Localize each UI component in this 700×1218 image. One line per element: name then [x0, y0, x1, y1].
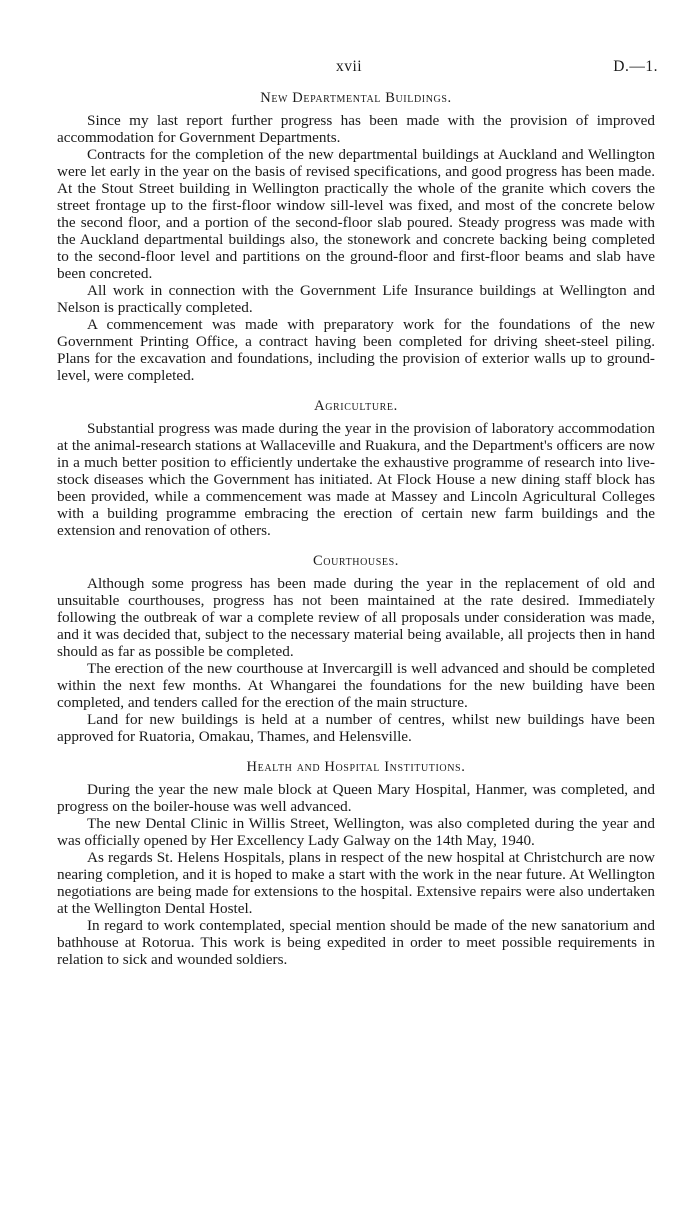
page-body — [57, 88, 655, 968]
section-new-departmental-buildings — [57, 88, 655, 384]
document-reference: D.—1. — [613, 58, 658, 75]
section-heading: Courthouses. — [312, 553, 399, 569]
paragraph: Land for new buildings is held at a number of centres, whilst new buildings have been approved for Ruatoria, Omakau, Thames, and Helensville. — [57, 711, 655, 745]
section-health-and-hospital-institutions — [57, 757, 655, 968]
paragraph: Substantial progress was made during the year in the provision of laboratory accommodation at the animal-research stations at Wallaceville and Ruakura, and the Department's officers are now in a much better position to efficiently undertake the exhaustive programme of research into live-stock diseases which the Government has initiated. At Flock House a new dining staff block has been provided, while a commencement was made at Massey and Lincoln Agricultural Colleges with a building programme embracing the erection of certain new farm buildings and the extension and renovation of others. — [57, 420, 655, 539]
paragraph: In regard to work contemplated, special mention should be made of the new sanatorium and bathhouse at Rotorua. This work is being expedited in order to meet possible requirements in relation to sick and wounded soldiers. — [57, 917, 655, 968]
section-heading: Health and Hospital Institutions. — [246, 759, 466, 775]
paragraph: The erection of the new courthouse at Invercargill is well advanced and should be completed within the next few months. At Whangarei the foundations for the new building have been completed, and tenders called for the erection of the main structure. — [57, 660, 655, 711]
paragraph: The new Dental Clinic in Willis Street, Wellington, was also completed during the year and was officially opened by Her Excellency Lady Galway on the 14th May, 1940. — [57, 815, 655, 849]
section-courthouses — [57, 551, 655, 745]
paragraph: All work in connection with the Government Life Insurance buildings at Wellington and Nelson is practically completed. — [57, 282, 655, 316]
section-heading: Agriculture. — [314, 398, 398, 414]
paragraph: Contracts for the completion of the new departmental buildings at Auckland and Wellington were let early in the year on the basis of revised specifications, and good progress has been made. At the Stout Street building in Wellington practically the whole of the granite which covers the street frontage up to the first-floor window sill-level was fixed, and most of the concrete below the second floor, and a portion of the second-floor slab poured. Steady progress was made with the Auckland departmental buildings also, the stonework and concrete backing being completed to the second-floor level and partitions on the ground-floor and first-floor beams and slab have been concreted. — [57, 146, 655, 282]
paragraph: Although some progress has been made during the year in the replacement of old and unsuitable courthouses, progress has not been maintained at the rate desired. Immediately following the outbreak of war a complete review of all proposals under consideration was made, and it was decided that, subject to the necessary material being available, all projects then in hand should as far as possible be completed. — [57, 575, 655, 660]
section-heading: New Departmental Buildings. — [260, 90, 452, 106]
paragraph: Since my last report further progress has been made with the provision of improved accommodation for Government Departments. — [57, 112, 655, 146]
paragraph: As regards St. Helens Hospitals, plans in respect of the new hospital at Christchurch are now nearing completion, and it is hoped to make a start with the work in the near future. At Wellington negotiations are being made for extensions to the hospital. Extensive repairs were also undertaken at the Wellington Dental Hostel. — [57, 849, 655, 917]
page-number: xvii — [336, 58, 363, 75]
paragraph: A commencement was made with preparatory work for the foundations of the new Government Printing Office, a contract having been completed for driving sheet-steel piling. Plans for the excavation and foundations, including the provision of exterior walls up to ground-level, were completed. — [57, 316, 655, 384]
paragraph: During the year the new male block at Queen Mary Hospital, Hanmer, was completed, and progress on the boiler-house was well advanced. — [57, 781, 655, 815]
page-header — [0, 58, 700, 80]
section-agriculture — [57, 396, 655, 539]
